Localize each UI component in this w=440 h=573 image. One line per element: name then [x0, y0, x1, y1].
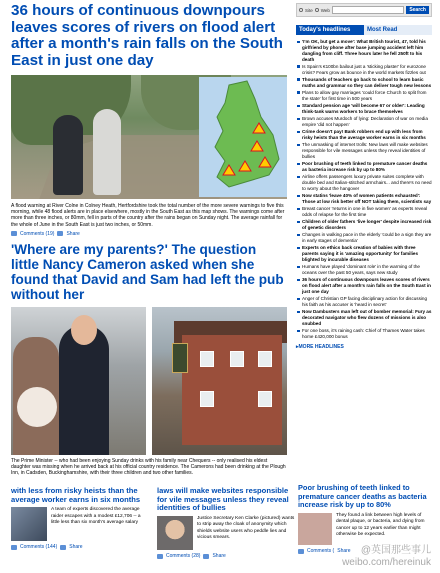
search-bar [296, 3, 432, 17]
cameron-photos [11, 307, 287, 455]
story-text: They found a link between high levels of dental plaque, or bacteria, and dying from cancer up to 12 years earlier than might otherwise be expected. [336, 513, 425, 537]
pub-sign [172, 343, 188, 373]
story-thumbnail[interactable] [11, 507, 47, 541]
headline-list-item[interactable]: 36 hours of continuous downpours leaves scores of rivers on flood alert after a month's rain falls on the South East in just one day [296, 277, 432, 295]
share-link[interactable]: Share [69, 544, 83, 551]
headline-list-item[interactable]: For one boss, it's raining cash: Chief of Thames Water takes home £420,000 bonus [296, 328, 432, 340]
watermark-url: weibo.com/hereinuk [342, 557, 431, 568]
headline-list-item[interactable]: Breast cancer 'returns in one in five women' as experts reveal odds of relapse for the first time [296, 206, 432, 218]
story-meta [157, 553, 295, 559]
photo-baby [17, 387, 57, 427]
flood-photo[interactable] [11, 75, 287, 199]
share-link[interactable]: Share [337, 548, 351, 555]
pub-window [200, 351, 214, 367]
headline-list-item[interactable]: Poor brushing of teeth linked to premature cancer deaths as bacteria increase risk by up to 80% [296, 161, 432, 173]
headline-flood[interactable]: 36 hours of continuous downpours leaves scores of rivers on flood alert after a month's rain falls on the South East in just one day [11, 2, 283, 70]
headline-cameron[interactable]: 'Where are my parents?' The question little Nancy Cameron asked when she found that David and Sam had left the pub without her [11, 241, 284, 302]
story-text: Justice Secretary Ken Clarke (pictured) wants to strip away the cloak of anonymity which shields website users who peddle lies and vicious smears. [197, 516, 295, 540]
story-headline[interactable]: laws will make websites responsible for vile messages unless they reveal identities of bullies [157, 486, 289, 513]
headline-list-item[interactable]: Changes in walking pace in the elderly 'could be a sign they are in early stages of dementia' [296, 232, 432, 244]
story-text: A team of experts discovered the average raider escapes with a modest £12,706 -- a little less than six month's average salary [51, 507, 141, 525]
main-column [11, 3, 287, 476]
headline-list-item[interactable]: Is Spain's €100bn bailout just a 'sticking plaster' for eurozone crisis? Fears grow as bounce in the world markets fizzles out [296, 64, 432, 76]
story-headline[interactable]: Poor brushing of teeth linked to premature cancer deaths as bacteria increase risk by up to 80% [298, 483, 427, 510]
share-icon [57, 231, 63, 236]
headline-list-item[interactable]: The unmasking of internet trolls: New laws will make websites responsible for vile messages unless they reveal identities of bullies [296, 142, 432, 160]
site-radio[interactable] [299, 8, 303, 12]
pub-window [230, 351, 244, 367]
pub-window [258, 391, 272, 407]
web-radio[interactable] [315, 8, 319, 12]
tab-todays-headlines[interactable]: Today's headlines [296, 25, 364, 35]
comment-icon [157, 554, 163, 559]
watermark-handle: @英国那些事儿 [360, 545, 431, 556]
tab-most-read[interactable]: Most Read [364, 25, 432, 35]
headline-list-item[interactable]: Thousands of teachers go back to school to learn basic maths and grammar so they can deliver tough new lessons [296, 77, 432, 89]
story-teeth-brushing [298, 484, 432, 554]
more-headlines-link[interactable]: ▸ MORE HEADLINES [296, 344, 432, 350]
flood-warning-map [199, 77, 287, 197]
headline-list [296, 39, 432, 340]
story-thumbnail[interactable] [298, 513, 332, 545]
story-meta [11, 544, 149, 550]
story-internet-trolls [157, 487, 295, 559]
headline-list-item[interactable]: 'I'm OK, but get a move': What British tourist, 47, told his girlfriend by phone after base jumping accident left him dangling from cliff. Three hours later he fell 250ft to his death [296, 39, 432, 63]
story-body [157, 516, 295, 550]
comments-link[interactable]: Comments (28) [166, 553, 201, 560]
web-label: Web [320, 7, 330, 13]
caption-flood: A flood warning at River Colne in Colney Heath, Hertfordshire took the total number of the more severe warnings to five this morning, while 48 flood alerts are in place elsewhere, mostly in the South East as this map shows. The warnings come after more than three inches, or 80mm, fell in parts of the country after the rains began on Sunday night. The average rainfall for the whole of June in the South East is just two inches, or 50mm. [11, 202, 285, 228]
headline-list-item[interactable]: Crime doesn't pay! Bank robbers end up with less from risky heists than the average worker earns in six months [296, 129, 432, 141]
sidebar [296, 3, 432, 350]
caption-cameron: The Prime Minister -- who had been enjoying Sunday drinks with his family near Chequers -- only realised his eldest daughter was missing when he arrived back at his official country residence. The Camerons had been drinking at the Plough Inn, in Cadsden, Buckinghamshire, with their three children and two other families. [11, 457, 286, 477]
headline-list-item[interactable]: Anger of Christian GP facing disciplinary action for discussing his faith as his accuser is 'heard in secret' [296, 296, 432, 308]
photo-person-left [53, 115, 83, 195]
headline-list-item[interactable]: Experts on ethics back creation of babies with three parents saying it is 'amazing opportunity' for families blighted by incurable diseases [296, 245, 432, 263]
story-body [298, 513, 432, 545]
story-headline[interactable]: with less from risky heists than the average worker earns in six months [11, 486, 141, 504]
comments-bar-flood [11, 231, 287, 237]
photo-plough-inn[interactable] [152, 307, 287, 455]
story-bank-robbers [11, 487, 149, 559]
comment-icon [298, 549, 304, 554]
comments-link[interactable]: Comments (144) [20, 544, 58, 551]
comments-link[interactable]: Comments ( [307, 548, 335, 555]
share-icon [60, 545, 66, 550]
headline-list-item[interactable]: Now Dambusters man left out of bomber memorial: Fury as decorated navigator who flew dozens of missions is also snubbed [296, 309, 432, 327]
comments-link[interactable]: Comments (19) [20, 230, 55, 237]
story-thumbnail[interactable] [157, 516, 193, 550]
search-button[interactable]: Search [406, 6, 429, 14]
pub-window [200, 391, 214, 407]
headline-list-item[interactable]: Brown accuses Murdoch of lying: Declaration of war on media empire 'did not happen' [296, 116, 432, 128]
photo-cameron-family[interactable] [11, 307, 146, 455]
search-input[interactable] [332, 6, 404, 14]
headline-list-item[interactable]: Now statins 'leave 40% of women patients exhausted': Those at low risk better off NOT taking them, scientists say [296, 193, 432, 205]
watermark [342, 545, 431, 569]
headline-list-item[interactable]: Plans to allow gay marriages 'could force Church to split from the state' for first time in 500 years [296, 90, 432, 102]
comment-icon [11, 231, 17, 236]
site-label: Site [305, 7, 313, 13]
photo-man-head [71, 315, 97, 345]
headline-tabs [296, 25, 432, 35]
comment-icon [11, 545, 17, 550]
story-body [11, 507, 149, 541]
headline-list-item[interactable]: Standard pension age 'will become 67 or older': Leading think-tank warns workers to brace themselves [296, 103, 432, 115]
photo-person-right [93, 109, 121, 195]
pub-window [258, 351, 272, 367]
share-link[interactable]: Share [212, 553, 226, 560]
headline-list-item[interactable]: Humans have played 'dominant role' in the warming of the oceans over the past 50 years, says new study [296, 264, 432, 276]
headline-list-item[interactable]: Children of older fathers 'live longer' despite increased risk of genetic disorders [296, 219, 432, 231]
headline-list-item[interactable]: Airline offers passengers luxury private suites complete with double bed and Italian-stitched armchairs... and there's no need to worry about the hangover [296, 174, 432, 192]
share-icon [203, 554, 209, 559]
share-link[interactable]: Share [66, 230, 80, 237]
